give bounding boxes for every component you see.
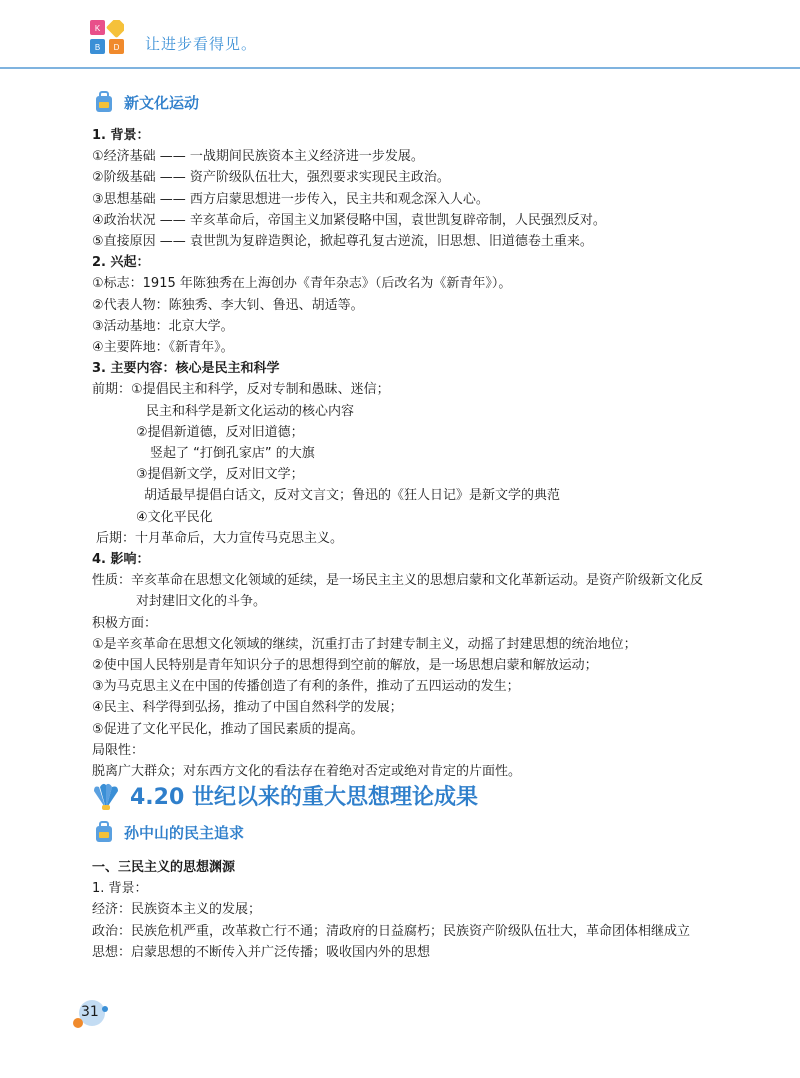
text-line: ④文化平民化 [136, 509, 213, 525]
section-title: 孙中山的民主追求 [124, 823, 245, 842]
text-line: 积极方面： [92, 615, 158, 631]
text-line: 前期：①提倡民主和科学，反对专制和愚昧、迷信； [92, 382, 390, 398]
subheading: 一、三民主义的思想渊源 [92, 860, 236, 875]
text-line: ①经济基础 —— 一战期间民族资本主义经济进一步发展。 [92, 149, 424, 165]
header-divider [0, 67, 800, 69]
svg-text:K: K [94, 24, 101, 33]
svg-text:B: B [94, 43, 101, 52]
section-body-new-culture [92, 125, 712, 782]
text-line: ②阶级基础 —— 资产阶级队伍壮大，强烈要求实现民主政治。 [92, 170, 450, 186]
text-line: 胡适最早提倡白话文，反对文言文；鲁迅的《狂人日记》是新文学的典范 [144, 488, 561, 504]
brand-logo-icon [90, 20, 124, 54]
text-line: ②提倡新道德，反对旧道德； [136, 424, 304, 440]
text-line: ③活动基地：北京大学。 [92, 318, 234, 334]
section-heading-sun-yatsen [92, 820, 244, 844]
text-line: ③提倡新文学，反对旧文学； [136, 467, 304, 483]
subheading: 2. 兴起： [92, 255, 150, 271]
text-line: 性质：辛亥革命在思想文化领域的延续，是一场民主主义的思想启蒙和文化革新运动。是资产阶级新文化反对封建旧文化的斗争。 [92, 573, 704, 610]
text-line: 民主和科学是新文化运动的核心内容 [146, 403, 355, 419]
text-line: ⑤促进了文化平民化，推动了国民素质的提高。 [92, 721, 364, 737]
text-line: 局限性： [92, 742, 145, 758]
text-line: 思想：启蒙思想的不断传入并广泛传播；吸收国内外的思想 [92, 944, 431, 960]
text-line: ③为马克思主义在中国的传播创造了有利的条件，推动了五四运动的发生； [92, 679, 520, 695]
chapter-heading [90, 780, 478, 811]
text-line: ⑤直接原因 —— 袁世凯为复辟造舆论，掀起尊孔复古逆流，旧思想、旧道德卷土重来。 [92, 234, 593, 250]
text-line: ④主要阵地：《新青年》。 [92, 340, 234, 356]
text-line: 脱离广大群众；对东西方文化的看法存在着绝对否定或绝对肯定的片面性。 [92, 764, 522, 780]
section-body-sun-yatsen [92, 857, 712, 963]
text-line: ②使中国人民特别是青年知识分子的思想得到空前的解放，是一场思想启蒙和解放运动； [92, 658, 598, 674]
text-line: ①标志：1915 年陈独秀在上海创办《青年杂志》（后改名为《新青年》）。 [92, 276, 512, 292]
decor-dot [102, 1006, 108, 1012]
subheading: 3. 主要内容：核心是民主和科学 [92, 361, 280, 377]
text-line: ②代表人物：陈独秀、李大钊、鲁迅、胡适等。 [92, 297, 364, 313]
header-slogan: 让进步看得见。 [145, 35, 258, 53]
text-line: 经济：民族资本主义的发展； [92, 902, 262, 918]
backpack-icon [92, 90, 116, 114]
text-line: ①是辛亥革命在思想文化领域的继续，沉重打击了封建专制主义，动摇了封建思想的统治地位； [92, 636, 637, 652]
page-number-badge [73, 996, 107, 1030]
svg-text:D: D [113, 43, 120, 52]
text-line: 后期：十月革命后，大力宣传马克思主义。 [96, 530, 344, 546]
backpack-icon [92, 820, 116, 844]
text-line: 竖起了 “打倒孔家店” 的大旗 [150, 446, 315, 462]
page-header [0, 0, 800, 70]
section-title: 新文化运动 [124, 93, 200, 112]
text-line: ④民主、科学得到弘扬，推动了中国自然科学的发展； [92, 700, 403, 716]
text-line: ④政治状况 —— 辛亥革命后，帝国主义加紧侵略中国，袁世凯复辟帝制，人民强烈反对。 [92, 212, 606, 228]
subheading: 1. 背景： [92, 128, 150, 143]
page-number: 31 [81, 1004, 99, 1020]
shell-fan-icon [90, 781, 122, 811]
section-heading-new-culture [92, 90, 199, 114]
text-line: 1. 背景： [92, 881, 148, 897]
chapter-title: 4.20 世纪以来的重大思想理论成果 [130, 785, 478, 810]
text-line: ③思想基础 —— 西方启蒙思想进一步传入，民主共和观念深入人心。 [92, 191, 489, 207]
text-line: 政治：民族危机严重，改革救亡行不通；清政府的日益腐朽；民族资产阶级队伍壮大，革命团体相继成立 [92, 923, 691, 939]
subheading: 4. 影响： [92, 552, 150, 568]
